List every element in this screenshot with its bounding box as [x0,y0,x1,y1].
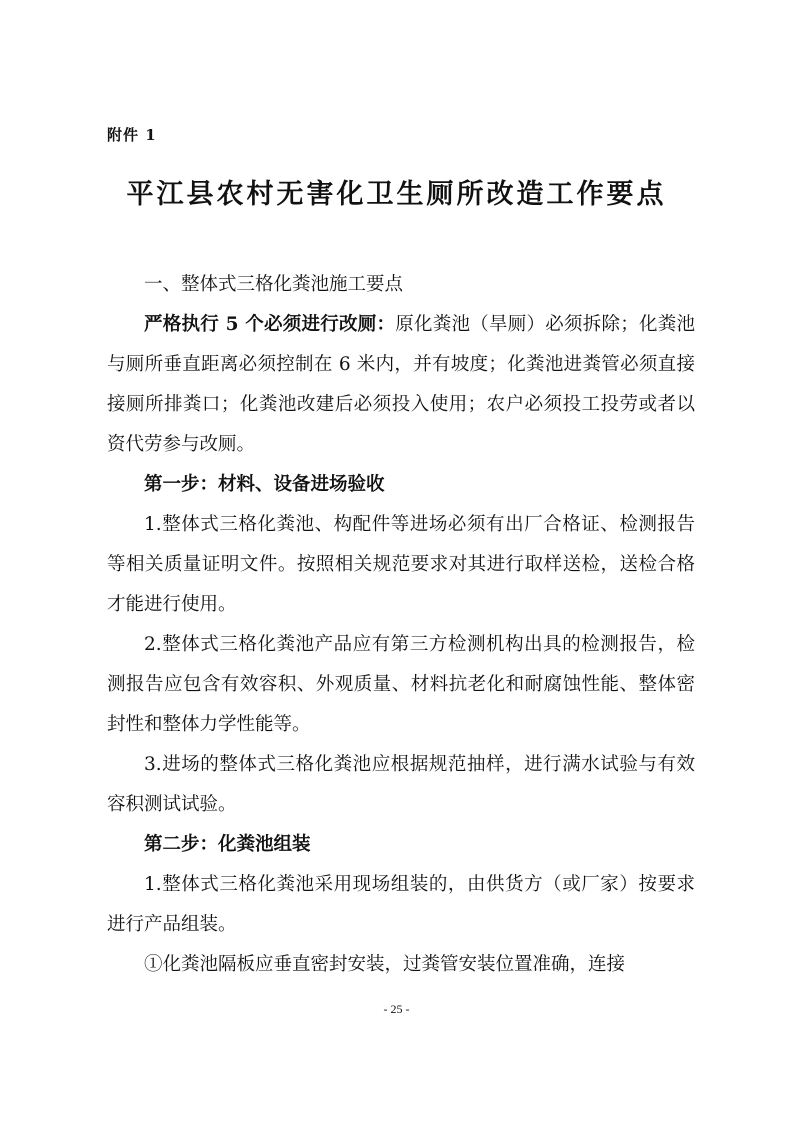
section-heading: 一、整体式三格化粪池施工要点 [144,274,404,295]
attachment-label: 附件 1 [107,126,157,144]
step2-item-2: ①化粪池隔板应垂直密封安装，过粪管安装位置准确，连接 [144,954,626,975]
document-title: 平江县农村无害化卫生厕所改造工作要点 [126,179,667,210]
step2-heading: 第二步：化粪池组装 [144,834,311,855]
intro-paragraph [107,305,695,465]
step1-heading: 第一步：材料、设备进场验收 [144,474,385,495]
intro-bold-lead: 严格执行 5 个必须进行改厕： [144,314,396,335]
page-number: - 25 - [383,1002,410,1016]
intro-text: 原化粪池（旱厕）必须拆除；化粪池与厕所垂直距离必须控制在 6 米内，并有坡度；化粪池进粪管必须直接接厕所排粪口；化粪池改建后必须投入使用；农户必须投工投劳或者以资代劳参与改厕。 [107,314,695,455]
step1-item-1: 1.整体式三格化粪池、构配件等进场必须有出厂合格证、检测报告等相关质量证明文件。按照相关规范要求对其进行取样送检，送检合格才能进行使用。 [107,514,695,615]
step2-item-1: 1.整体式三格化粪池采用现场组装的，由供货方（或厂家）按要求进行产品组装。 [107,874,695,935]
step1-item-3: 3.进场的整体式三格化粪池应根据规范抽样，进行满水试验与有效容积测试试验。 [107,754,695,815]
step1-item-2: 2.整体式三格化粪池产品应有第三方检测机构出具的检测报告，检测报告应包含有效容积、外观质量、材料抗老化和耐腐蚀性能、整体密封性和整体力学性能等。 [107,634,695,735]
document-body [107,265,695,985]
